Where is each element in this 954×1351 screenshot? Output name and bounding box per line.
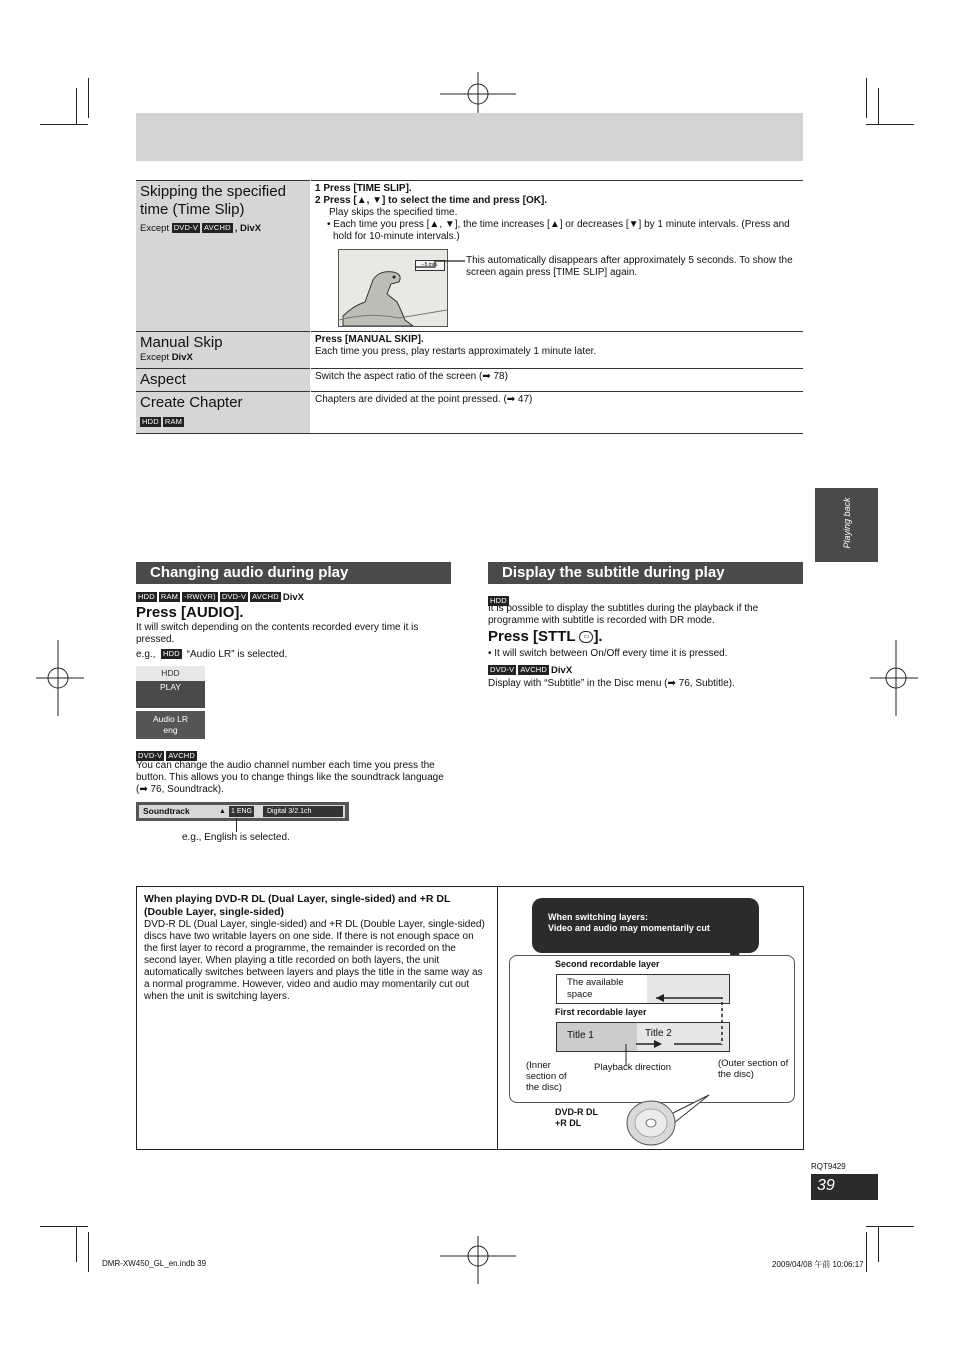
crop-mark xyxy=(76,88,77,124)
side-tab-label: Playing back xyxy=(842,497,852,549)
disc-tag: DVD-V xyxy=(490,665,515,675)
op-desc-cell xyxy=(311,181,804,332)
op-desc: Each time you press, play restarts approximately 1 minute later. xyxy=(315,346,597,357)
step-2-sub: Play skips the specified time. xyxy=(329,207,458,218)
op-desc-cell xyxy=(311,332,804,369)
subtitle-bullet: • It will switch between On/Off every time it is pressed. xyxy=(488,648,728,659)
osd-hdd-play: HDD PLAY xyxy=(136,666,205,708)
subtitle-icon: ▭ xyxy=(579,631,593,643)
op-action: Press [MANUAL SKIP]. xyxy=(315,334,424,345)
crop-mark xyxy=(88,78,89,118)
disc-tag: DVD-V xyxy=(221,592,247,602)
disc-tag: DVD-V xyxy=(173,223,199,233)
rqt-code: RQT9429 xyxy=(811,1162,846,1171)
audio-example: e.g., HDD “Audio LR” is selected. xyxy=(136,649,288,660)
layer-diagram xyxy=(509,955,795,1103)
table-row xyxy=(136,181,803,332)
callout-bubble: When switching layers: Video and audio may momentarily cut xyxy=(532,898,759,953)
op-except: Except DivX xyxy=(140,352,193,363)
disc-tag: HDD xyxy=(490,595,507,605)
disc-tag: -RW(VR) xyxy=(184,592,216,602)
title-1-label: Title 1 xyxy=(567,1030,594,1041)
audio-desc-2: You can change the audio channel number each time you press the button. This allows you to change things like the soundtrack language (➡ 76, Soundtrack). xyxy=(136,760,444,795)
press-audio: Press [AUDIO]. xyxy=(136,604,244,621)
soundtrack-pointer xyxy=(236,818,237,832)
dual-layer-divider xyxy=(497,887,498,1149)
crop-mark xyxy=(878,88,879,124)
crop-mark xyxy=(866,1226,914,1227)
operations-table xyxy=(136,180,803,434)
disc-tag: RAM xyxy=(160,592,179,602)
op-except: Except DVD-V AVCHD , DivX xyxy=(140,223,262,234)
second-layer-label: Second recordable layer xyxy=(555,959,660,969)
dual-layer-box xyxy=(136,886,804,1150)
crop-mark xyxy=(866,1232,867,1272)
op-title: Skipping the specified time (Time Slip) xyxy=(140,183,286,218)
table-row xyxy=(136,369,803,392)
playback-direction-label: Playback direction xyxy=(594,1062,672,1073)
subtitle-desc-2: Display with “Subtitle” in the Disc menu (➡ 76, Subtitle). xyxy=(488,678,735,689)
outer-section-label: (Outer section of the disc) xyxy=(718,1058,789,1080)
crop-mark xyxy=(866,78,867,118)
op-tags xyxy=(140,413,306,431)
section-header-subtitle: Display the subtitle during play xyxy=(488,562,803,584)
subtitle-tags-2: DVD-V AVCHD DivX xyxy=(490,665,573,676)
crop-mark xyxy=(40,124,88,125)
soundtrack-caption: e.g., English is selected. xyxy=(182,832,290,843)
op-desc: Switch the aspect ratio of the screen (➡ 78) xyxy=(315,371,508,382)
op-title: Create Chapter xyxy=(140,394,243,411)
op-title: Manual Skip xyxy=(140,334,223,351)
osd-audio-lr: Audio LR eng xyxy=(136,711,205,739)
step-bullet: • Each time you press [▲, ▼], the time increases [▲] or decreases [▼] by 1 minute intervals. (Press and hold for 10-minute intervals.) xyxy=(327,219,790,242)
registration-mark-right xyxy=(870,640,918,716)
disc-icon xyxy=(613,1089,713,1149)
op-name-cell xyxy=(136,392,311,434)
section-header-audio: Changing audio during play xyxy=(136,562,451,584)
subtitle-desc: It is possible to display the subtitles during the playback if the programme with subtitle is recorded with DR mode. xyxy=(488,603,759,626)
page-number: 39 xyxy=(811,1174,878,1200)
op-name-cell xyxy=(136,181,311,332)
footer-right: 2009/04/08 午前 10:06:17 xyxy=(772,1260,864,1269)
audio-desc: It will switch depending on the contents recorded every time it is pressed. xyxy=(136,622,419,645)
press-sttl: Press [STTL ▭ ]. xyxy=(488,628,603,645)
op-name-cell xyxy=(136,369,311,392)
crop-mark xyxy=(88,1232,89,1272)
first-layer-label: First recordable layer xyxy=(555,1007,647,1017)
table-row xyxy=(136,332,803,369)
disc-tag: HDD xyxy=(138,592,155,602)
time-slip-note: This automatically disappears after approximately 5 seconds. To show the screen again press [TIME SLIP] again. xyxy=(466,255,793,278)
dual-layer-heading: When playing DVD-R DL (Dual Layer, single-sided) and +R DL (Double Layer, single-sided) xyxy=(144,893,451,918)
registration-mark-bottom xyxy=(440,1236,516,1284)
step-2: 2 Press [▲, ▼] to select the time and press [OK]. xyxy=(315,195,548,206)
side-tab[interactable] xyxy=(815,488,878,562)
inner-section-label: (Inner section of the disc) xyxy=(526,1060,567,1093)
disc-tag: AVCHD xyxy=(252,592,279,602)
op-desc-cell xyxy=(311,392,804,434)
footer-left: DMR-XW450_GL_en.indb 39 xyxy=(102,1259,207,1268)
op-name-cell xyxy=(136,332,311,369)
header-band xyxy=(136,113,803,161)
audio-tags: HDD RAM -RW(VR) DVD-V AVCHD DivX xyxy=(138,592,304,603)
dual-layer-body: DVD-R DL (Dual Layer, single-sided) and +R DL (Double Layer, single-sided) discs have two writable layers on one side. If there is not enough space on the first layer to record a programme, the remainder is recorded on the second layer. When playing a title recorded on both layers, the unit automatically switches between layers and plays the title in the same way as a normal programme. However, video and audio may momentarily cut out when the unit is switching layers. xyxy=(144,919,485,1002)
op-title: Aspect xyxy=(140,371,186,388)
op-desc-cell xyxy=(311,369,804,392)
available-space-label: The available space xyxy=(567,977,624,1000)
callout-line xyxy=(415,251,465,281)
crop-mark xyxy=(878,1226,879,1262)
disc-label: DVD-R DL +R DL xyxy=(555,1107,598,1128)
disc-tag: HDD xyxy=(163,649,180,659)
disc-tag: AVCHD xyxy=(520,665,548,675)
table-row xyxy=(136,392,803,434)
disc-tag: RAM xyxy=(164,416,183,426)
crop-mark xyxy=(40,1226,88,1227)
title-2-label: Title 2 xyxy=(645,1028,672,1039)
op-desc: Chapters are divided at the point pressed. (➡ 47) xyxy=(315,394,533,405)
disc-tag: AVCHD xyxy=(204,223,231,233)
disc-tag: HDD xyxy=(142,416,159,426)
registration-mark-left xyxy=(36,640,84,716)
soundtrack-bar: Soundtrack ▲ 1 ENG Digital 3/2.1ch xyxy=(136,802,349,821)
disc-tag: DVD-V xyxy=(138,750,163,760)
disc-tag: AVCHD xyxy=(168,750,196,760)
crop-mark xyxy=(866,124,914,125)
time-slip-indicator: –5 min. xyxy=(415,260,445,271)
step-1: 1 Press [TIME SLIP]. xyxy=(315,183,412,194)
crop-mark xyxy=(76,1226,77,1262)
